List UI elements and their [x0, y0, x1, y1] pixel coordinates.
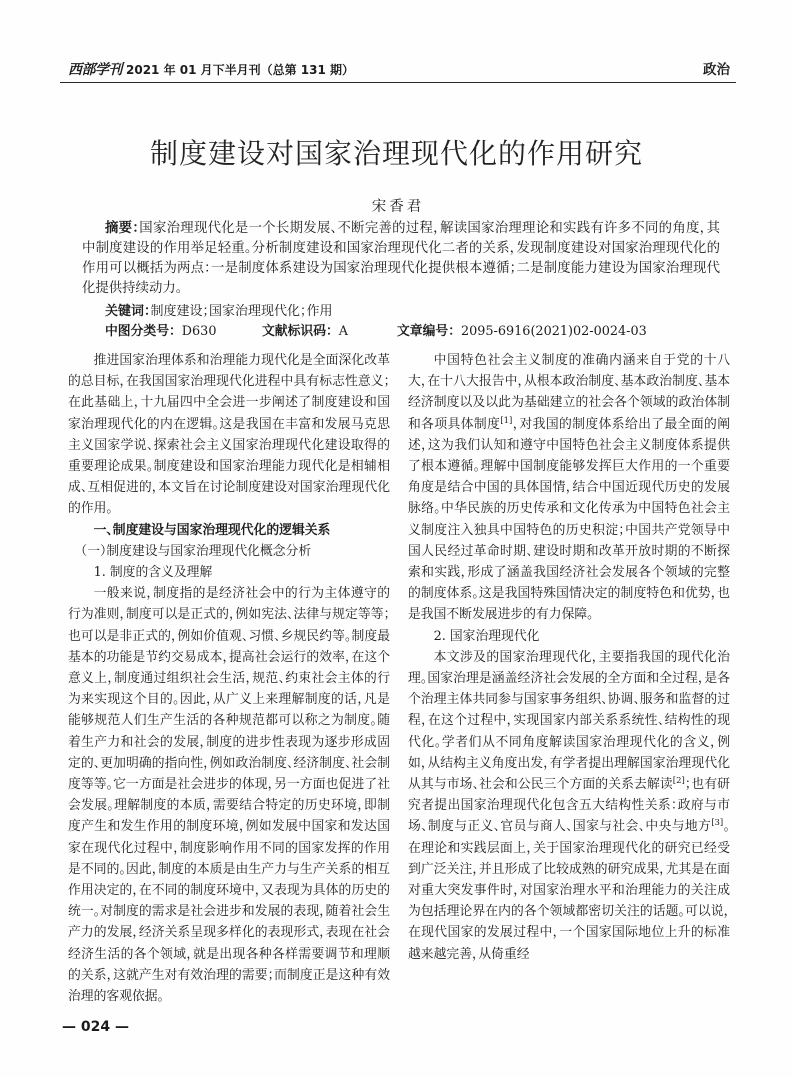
paragraph-text: 本文涉及的国家治理现代化，主要指我国的现代化治理。国家治理是涵盖经济社会发展的全方面和全过程，是各个治理主体共同参与国家事务组织、协调、服务和监督的过程，在这个过程中，实现国家内部关系系统性、结构性的现代化。学者们从不同角度解读国家治理现代化的含义，例如，从结构主义角度出发，有学者提出理解国家治理现代化从其与市场、社会和公民三个方面的关系去解读: [408, 649, 730, 793]
keywords-label: 关键词：: [105, 304, 151, 319]
citation-ref: [2]: [672, 776, 685, 787]
body-paragraph: [408, 647, 730, 965]
issue-info: 2021 年 01 月下半月刊（总第 131 期）: [126, 63, 355, 77]
paragraph-text: 。在理论和实践层面上，关于国家治理现代化的研究已经受到广泛关注，并且形成了比较成熟的研究成果，尤其是在面对重大突发事件时，对国家治理水平和治理能力的关注成为包括理论界在内的各个领域都密切关注的话题。可以说，在现代国家的发展过程中，一个国家国际地位上升的标准越来越完善，从倚重经: [408, 819, 730, 962]
classification-line: [105, 322, 720, 342]
document-code-value: A: [338, 324, 349, 339]
section-heading: 一、制度建设与国家治理现代化的逻辑关系: [93, 522, 331, 538]
clc-value: D630: [181, 324, 217, 339]
topic-heading: 2. 国家治理现代化: [433, 628, 540, 644]
body-paragraph: [68, 583, 390, 1007]
journal-logo: 西部学刊: [68, 62, 122, 78]
article-body: [68, 350, 730, 1007]
article-number: [397, 322, 647, 342]
keywords-text: 制度建设；国家治理现代化；作用: [150, 304, 333, 319]
abstract: [82, 219, 720, 299]
article-number-label: 文章编号：: [397, 324, 461, 339]
article-number-value: 2095-6916(2021)02-0024-03: [460, 324, 647, 339]
clc-number: [105, 322, 216, 342]
paragraph-text: ；也有研究者提出国家治理现代化包含五大结构性关系：政府与市场、制度与正义、官员与商人、国家与社会、中央与地方: [408, 777, 730, 835]
section-label: 政治: [703, 62, 730, 78]
paragraph-text: 中国特色社会主义制度的准确内涵来自于党的十八大，在十八大报告中，从根本政治制度、基本政治制度、基本经济制度以及以此为基础建立的社会各个领域的政治体制和各项具体制度: [408, 353, 730, 432]
abstract-label: 摘要：: [105, 221, 140, 236]
article-title: 制度建设对国家治理现代化的作用研究: [149, 137, 643, 170]
citation-ref: [1]: [500, 415, 513, 426]
document-code: [262, 322, 348, 342]
paragraph-text: ，对我国的制度体系给出了最全面的阐述，这为我们认知和遵守中国特色社会主义制度体系提供了根本遵循。理解中国制度能够发挥巨大作用的一个重要角度是结合中国的具体国情，结合中国近现代历史的发展脉络。中华民族的历史传承和文化传承为中国特色社会主义制度注入独具中国特色的历史积淀；中国共产党领导中国人民经过革命时期、建设时期和改革开放时期的不断探索和实践，形成了涵盖我国经济社会发展各个领域的完整的制度体系。这是我国特殊国情决定的制度特色和优势，也是我国不断发展进步的有力保障。: [408, 416, 731, 623]
subsection-heading: （一）制度建设与国家治理现代化概念分析: [80, 543, 312, 559]
body-paragraph: [408, 350, 730, 626]
citation-ref: [3]: [711, 818, 724, 829]
paragraph-text: 一般来说，制度指的是经济社会中的行为主体遵守的行为准则，制度可以是正式的，例如宪法、法律与规定等等；也可以是非正式的，例如价值观、习惯、乡规民约等。制度最基本的功能是节约交易成本，提高社会运行的效率，在这个意义上，制度通过组织社会生活，规范、约束社会主体的行为来实现这个目的。因此，从广义上来理解制度的话，凡是能够规范人们生产生活的各种规范都可以称之为制度。随着生产力和社会的发展，制度的进步性表现为逐步形成固定的、更加明确的指向性，例如政治制度、经济制度、社会制度等等。它一方面是社会进步的体现，另一方面也促进了社会发展。理解制度的本质，需要结合特定的历史环境，即制度产生和发生作用的制度环境，例如发展中国家和发达国家在现代化过程中，制度影响作用不同的国家发挥的作用是不同的。因此，制度的本质是由生产力与生产关系的相互作用决定的，在不同的制度环境中，又表现为具体的历史的统一。对制度的需求是社会进步和发展的表现，随着社会生产力的发展，经济关系呈现多样化的表现形式，表现在社会经济生活的各个领域，就是出现各种各样需要调节和理顺的关系，这就产生对有效治理的需要；而制度正是这种有效治理的客观依据。: [68, 586, 390, 1005]
article-author: 宋香君: [371, 199, 425, 215]
intro-paragraph: 推进国家治理体系和治理能力现代化是全面深化改革的总目标，在我国国家治理现代化进程中具有标志性意义；在此基础上，十九届四中全会进一步阐述了制度建设和国家治理现代化的内在逻辑。这是我国在丰富和发展马克思主义国家学说、探索社会主义国家治理现代化建设取得的重要理论成果。制度建设和国家治理能力现代化是相辅相成、互相促进的，本文旨在讨论制度建设对国家治理现代化的作用。: [68, 353, 390, 517]
abstract-text: 国家治理现代化是一个长期发展、不断完善的过程，解读国家治理理论和实践有许多不同的角度，其中制度建设的作用举足轻重。分析制度建设和国家治理现代化二者的关系，发现制度建设对国家治理现代化的作用可以概括为两点：一是制度体系建设为国家治理现代化提供根本遵循；二是制度能力建设为国家治理现代化提供持续动力。: [82, 221, 720, 296]
clc-label: 中图分类号：: [105, 324, 182, 339]
page-number: — 024 —: [62, 1019, 129, 1035]
keywords: [105, 302, 720, 322]
topic-heading: 1. 制度的含义及理解: [93, 565, 213, 581]
document-code-label: 文献标识码：: [262, 324, 339, 339]
running-header: [60, 59, 736, 83]
